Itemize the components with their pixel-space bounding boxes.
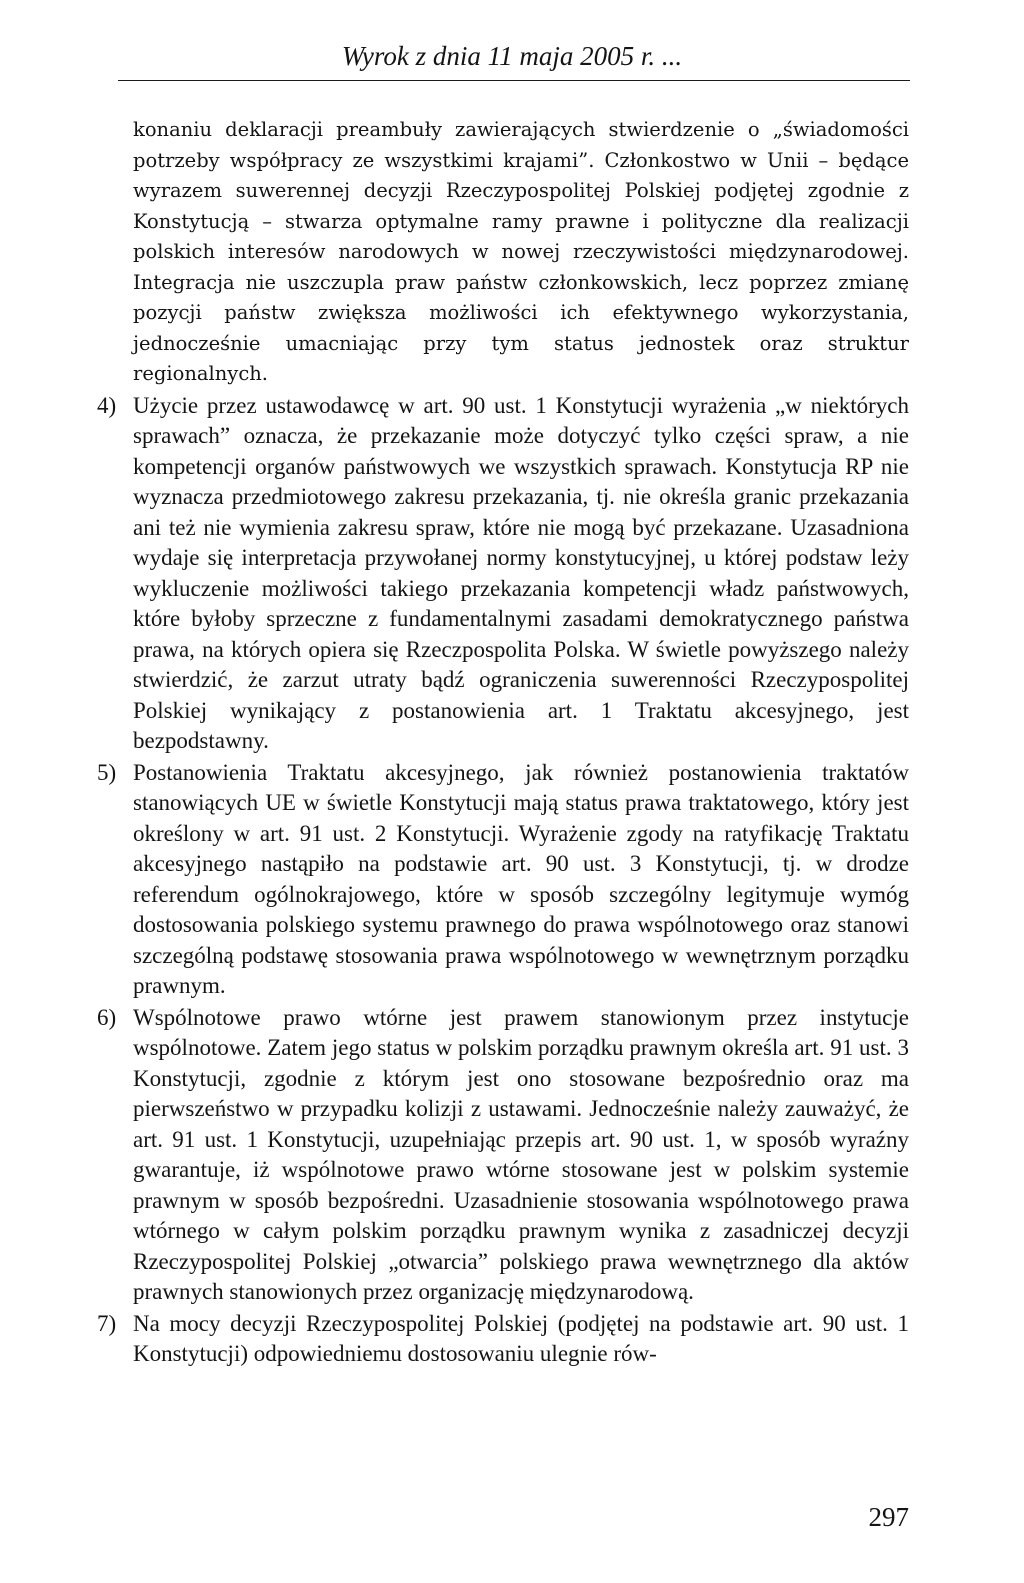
header-rule: [118, 80, 910, 81]
lead-paragraph: konaniu deklaracji preambuły zawierających stwierdzenie o „świadomości potrzeby współpracy ze wszystkimi krajami”. Członkostwo w Unii – będące wyrazem suwerennej decyzji Rzeczypospolitej Polskiej podjętej zgodnie z Konstytucją – stwarza optymalne ramy prawne i polityczne dla realizacji polskich interesów narodowych w nowej rzeczywistości międzynarodowej. Integracja nie uszczupla praw państw członkowskich, lecz poprzez zmianę pozycji państw zwiększa możliwości ich efektywnego wykorzystania, jednocześnie umacniając przy tym status jednostek oraz struktur regionalnych.: [133, 118, 909, 385]
item-text: Postanowienia Traktatu akcesyjnego, jak również postanowienia traktatów stanowiących UE w świetle Konstytucji mają status prawa traktatowego, który jest określony w art. 91 ust. 2 Konstytucji. Wyrażenie zgody na ratyfikację Traktatu akcesyjnego nastąpiło na podstawie art. 90 ust. 3 Konstytucji, tj. w drodze referendum ogólnokrajowego, które w sposób szczególny legitymuje wymóg dostosowania polskiego systemu prawnego do prawa wspólnotowego oraz stanowi szczególną podstawę stosowania prawa wspólnotowego w wewnętrznym porządku prawnym.: [133, 759, 909, 998]
item-text: Na mocy decyzji Rzeczypospolitej Polskiej (podjętej na podstawie art. 90 ust. 1 Konstytucji) odpowiedniemu dostosowaniu ulegnie rów-: [133, 1310, 909, 1366]
body-text: [97, 115, 909, 1370]
item-text: Wspólnotowe prawo wtórne jest prawem stanowionym przez instytucje wspólnotowe. Zatem jego status w polskim porządku prawnym określa art. 91 ust. 3 Konstytucji, zgodnie z którym jest ono stosowane bezpośrednio oraz ma pierwszeństwo w przypadku kolizji z ustawami. Jednocześnie należy zauważyć, że art. 91 ust. 1 Konstytucji, uzupełniając przepis art. 90 ust. 1, w sposób wyraźny gwarantuje, iż wspólnotowe prawo wtórne stosowane jest w polskim systemie prawnym w sposób bezpośredni. Uzasadnienie stosowania wspólnotowego prawa wtórnego w całym polskim porządku prawnym wynika z zasadniczej decyzji Rzeczypospolitej Polskiej „otwarcia” polskiego prawa wewnętrznego dla aktów prawnych stanowionych przez organizację międzynarodową.: [133, 1004, 909, 1304]
list-item: [97, 1309, 909, 1370]
item-number: 5): [97, 759, 117, 785]
page-number: 297: [868, 1502, 909, 1532]
list-item: [97, 391, 909, 757]
item-number: 4): [97, 392, 117, 418]
list-item: [97, 758, 909, 1002]
item-text: Użycie przez ustawodawcę w art. 90 ust. 1 Konstytucji wyrażenia „w niektórych sprawach” oznacza, że przekazanie może dotyczyć tylko części spraw, a nie kompetencji organów państwowych we wszystkich sprawach. Konstytucja RP nie wyznacza przedmiotowego zakresu przekazania, tj. nie określa granic przekazania ani też nie wymienia zakresu spraw, które nie mogą być przekazane. Uzasadniona wydaje się interpretacja przywołanej normy konstytucyjnej, u której podstaw leży wykluczenie możliwości takiego przekazania kompetencji władz państwowych, które byłoby sprzeczne z fundamentalnymi zasadami demokratycznego państwa prawa, na których opiera się Rzeczpospolita Polska. W świetle powyższego należy stwierdzić, że zarzut utraty bądź ograniczenia suwerenności Rzeczypospolitej Polskiej wynikający z postanowienia art. 1 Traktatu akcesyjnego, jest bezpodstawny.: [133, 392, 909, 753]
list-item: [97, 1003, 909, 1308]
item-number: 6): [97, 1004, 117, 1030]
item-number: 7): [97, 1310, 117, 1336]
numbered-list: [97, 391, 909, 1370]
running-title: Wyrok z dnia 11 maja 2005 r. ...: [341, 41, 683, 71]
